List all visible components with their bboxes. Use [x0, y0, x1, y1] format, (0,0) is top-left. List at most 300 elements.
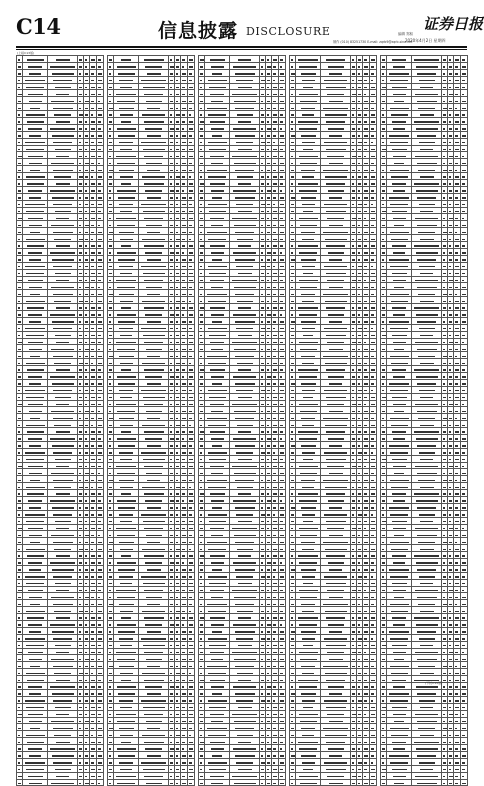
table-cell	[97, 324, 104, 331]
table-cell	[363, 62, 370, 69]
table-cell	[188, 531, 195, 538]
table-cell	[188, 772, 195, 779]
table-cell	[139, 248, 169, 255]
table-cell	[412, 104, 442, 111]
table-cell	[279, 497, 286, 504]
table-cell	[114, 497, 139, 504]
table-cell	[296, 62, 321, 69]
table-cell	[461, 455, 468, 462]
table-cell	[181, 683, 188, 690]
table-cell	[454, 386, 461, 393]
table-row	[108, 593, 195, 600]
table-row	[381, 565, 468, 572]
table-cell	[114, 469, 139, 476]
table-row	[199, 462, 286, 469]
table-cell	[461, 145, 468, 152]
table-cell	[230, 207, 260, 214]
table-row	[199, 90, 286, 97]
table-cell	[461, 510, 468, 517]
table-cell	[139, 462, 169, 469]
table-row	[290, 462, 377, 469]
table-cell	[321, 648, 351, 655]
table-row	[381, 469, 468, 476]
table-cell	[296, 235, 321, 242]
table-cell	[97, 228, 104, 235]
table-cell	[461, 138, 468, 145]
table-cell	[97, 269, 104, 276]
table-row	[108, 331, 195, 338]
table-row	[199, 118, 286, 125]
table-cell	[412, 310, 442, 317]
table-row	[381, 579, 468, 586]
table-row	[17, 276, 104, 283]
section-title-english: DISCLOSURE	[246, 25, 331, 38]
table-cell	[205, 572, 230, 579]
table-row	[199, 448, 286, 455]
table-cell	[272, 407, 279, 414]
table-cell	[230, 676, 260, 683]
table-cell	[454, 517, 461, 524]
table-cell	[23, 248, 48, 255]
table-cell	[90, 607, 97, 614]
table-cell	[321, 62, 351, 69]
table-row	[108, 669, 195, 676]
table-row	[17, 173, 104, 180]
table-cell	[48, 400, 78, 407]
table-cell	[23, 221, 48, 228]
table-cell	[461, 662, 468, 669]
table-row	[290, 483, 377, 490]
table-cell	[454, 228, 461, 235]
table-cell	[272, 83, 279, 90]
table-cell	[461, 503, 468, 510]
table-cell	[387, 531, 412, 538]
table-row	[199, 683, 286, 690]
table-cell	[370, 290, 377, 297]
table-row	[199, 593, 286, 600]
table-cell	[370, 441, 377, 448]
table-cell	[321, 434, 351, 441]
table-cell	[23, 331, 48, 338]
table-cell	[188, 724, 195, 731]
table-cell	[230, 421, 260, 428]
contact-line: 制作 (010) 83251730 E-mail: zqrb9@zqrb.sina.net	[333, 40, 413, 44]
table-row	[290, 683, 377, 690]
table-cell	[454, 214, 461, 221]
table-row	[17, 524, 104, 531]
table-cell	[370, 531, 377, 538]
table-cell	[387, 621, 412, 628]
table-cell	[272, 310, 279, 317]
table-cell	[205, 62, 230, 69]
table-cell	[188, 497, 195, 504]
table-cell	[272, 421, 279, 428]
table-cell	[114, 455, 139, 462]
table-cell	[114, 579, 139, 586]
table-cell	[279, 662, 286, 669]
table-cell	[97, 607, 104, 614]
table-cell	[296, 641, 321, 648]
table-cell	[205, 593, 230, 600]
table-cell	[370, 255, 377, 262]
table-cell	[412, 331, 442, 338]
table-row	[17, 56, 104, 63]
table-cell	[181, 124, 188, 131]
table-cell	[23, 255, 48, 262]
table-cell	[188, 235, 195, 242]
table-row	[108, 414, 195, 421]
table-cell	[48, 352, 78, 359]
table-cell	[412, 138, 442, 145]
table-cell	[97, 166, 104, 173]
table-cell	[461, 379, 468, 386]
table-cell	[412, 641, 442, 648]
table-cell	[139, 283, 169, 290]
table-cell	[139, 676, 169, 683]
table-row	[381, 152, 468, 159]
table-row	[17, 669, 104, 676]
table-cell	[230, 703, 260, 710]
table-cell	[230, 400, 260, 407]
table-cell	[23, 607, 48, 614]
table-cell	[114, 503, 139, 510]
table-row	[108, 565, 195, 572]
table-cell	[454, 338, 461, 345]
table-cell	[296, 710, 321, 717]
table-cell	[461, 111, 468, 118]
table-cell	[230, 683, 260, 690]
table-row	[17, 372, 104, 379]
table-cell	[114, 669, 139, 676]
table-row	[381, 111, 468, 118]
table-row	[290, 200, 377, 207]
table-cell	[181, 255, 188, 262]
table-cell	[370, 414, 377, 421]
table-cell	[48, 124, 78, 131]
table-row	[290, 366, 377, 373]
table-cell	[90, 724, 97, 731]
table-cell	[139, 414, 169, 421]
table-cell	[454, 772, 461, 779]
table-row	[108, 683, 195, 690]
table-row	[17, 400, 104, 407]
table-row	[381, 173, 468, 180]
table-cell	[454, 200, 461, 207]
table-cell	[181, 56, 188, 63]
table-cell	[181, 386, 188, 393]
table-row	[290, 173, 377, 180]
table-row	[290, 152, 377, 159]
table-row	[381, 751, 468, 758]
table-row	[108, 366, 195, 373]
table-row	[290, 338, 377, 345]
table-cell	[272, 545, 279, 552]
table-row	[290, 724, 377, 731]
table-row	[108, 242, 195, 249]
table-cell	[387, 317, 412, 324]
table-row	[199, 559, 286, 566]
table-cell	[23, 276, 48, 283]
table-cell	[461, 62, 468, 69]
table-cell	[363, 600, 370, 607]
table-cell	[181, 83, 188, 90]
table-cell	[48, 421, 78, 428]
table-cell	[363, 297, 370, 304]
table-cell	[139, 407, 169, 414]
table-cell	[454, 538, 461, 545]
table-cell	[48, 186, 78, 193]
table-row	[199, 131, 286, 138]
table-cell	[370, 221, 377, 228]
table-cell	[139, 455, 169, 462]
table-cell	[97, 62, 104, 69]
table-cell	[461, 717, 468, 724]
table-cell	[296, 490, 321, 497]
table-row	[199, 400, 286, 407]
table-cell	[97, 414, 104, 421]
table-cell	[272, 607, 279, 614]
table-cell	[139, 765, 169, 772]
table-cell	[412, 607, 442, 614]
table-row	[108, 276, 195, 283]
table-cell	[461, 476, 468, 483]
table-cell	[188, 69, 195, 76]
table-cell	[230, 386, 260, 393]
table-cell	[90, 331, 97, 338]
table-row	[17, 359, 104, 366]
table-row	[290, 290, 377, 297]
table-row	[290, 379, 377, 386]
table-cell	[139, 614, 169, 621]
table-cell	[461, 331, 468, 338]
table-cell	[363, 641, 370, 648]
table-row	[381, 641, 468, 648]
table-row	[381, 214, 468, 221]
table-cell	[279, 118, 286, 125]
table-cell	[412, 111, 442, 118]
table-cell	[90, 517, 97, 524]
table-cell	[272, 662, 279, 669]
table-cell	[139, 538, 169, 545]
table-cell	[387, 228, 412, 235]
table-cell	[205, 441, 230, 448]
table-cell	[296, 386, 321, 393]
table-cell	[139, 310, 169, 317]
table-cell	[370, 228, 377, 235]
table-cell	[454, 62, 461, 69]
table-cell	[90, 503, 97, 510]
table-cell	[48, 469, 78, 476]
table-cell	[363, 248, 370, 255]
table-cell	[454, 745, 461, 752]
table-cell	[387, 483, 412, 490]
table-cell	[321, 111, 351, 118]
table-row	[290, 276, 377, 283]
table-row	[290, 765, 377, 772]
table-cell	[279, 248, 286, 255]
table-cell	[387, 579, 412, 586]
table-cell	[97, 242, 104, 249]
table-cell	[188, 765, 195, 772]
table-row	[199, 676, 286, 683]
table-cell	[181, 338, 188, 345]
table-cell	[114, 200, 139, 207]
table-row	[17, 772, 104, 779]
table-cell	[363, 662, 370, 669]
table-cell	[272, 579, 279, 586]
table-cell	[387, 297, 412, 304]
table-row	[17, 352, 104, 359]
table-row	[108, 379, 195, 386]
table-cell	[370, 669, 377, 676]
table-cell	[139, 552, 169, 559]
table-cell	[23, 104, 48, 111]
table-cell	[321, 641, 351, 648]
table-cell	[387, 400, 412, 407]
table-cell	[412, 593, 442, 600]
table-cell	[454, 186, 461, 193]
table-cell	[272, 676, 279, 683]
table-cell	[23, 428, 48, 435]
table-cell	[114, 510, 139, 517]
table-cell	[230, 490, 260, 497]
table-cell	[181, 552, 188, 559]
table-cell	[454, 366, 461, 373]
table-cell	[97, 359, 104, 366]
table-cell	[454, 462, 461, 469]
table-cell	[90, 386, 97, 393]
table-cell	[230, 248, 260, 255]
table-cell	[114, 304, 139, 311]
table-row	[199, 710, 286, 717]
table-cell	[205, 669, 230, 676]
table-row	[199, 552, 286, 559]
table-cell	[363, 118, 370, 125]
table-cell	[97, 83, 104, 90]
table-cell	[363, 524, 370, 531]
table-cell	[279, 503, 286, 510]
table-cell	[139, 779, 169, 786]
table-row	[17, 751, 104, 758]
table-cell	[296, 269, 321, 276]
table-cell	[181, 214, 188, 221]
table-row	[17, 428, 104, 435]
table-cell	[272, 269, 279, 276]
table-cell	[205, 414, 230, 421]
table-cell	[412, 56, 442, 63]
table-cell	[90, 118, 97, 125]
table-cell	[90, 90, 97, 97]
table-cell	[48, 152, 78, 159]
table-cell	[48, 269, 78, 276]
table-cell	[296, 338, 321, 345]
table-cell	[387, 586, 412, 593]
table-cell	[363, 607, 370, 614]
table-row	[290, 614, 377, 621]
table-cell	[272, 483, 279, 490]
table-cell	[139, 724, 169, 731]
table-row	[17, 614, 104, 621]
table-cell	[296, 200, 321, 207]
table-cell	[412, 441, 442, 448]
table-cell	[48, 627, 78, 634]
table-cell	[23, 627, 48, 634]
table-cell	[23, 131, 48, 138]
table-cell	[48, 290, 78, 297]
table-cell	[181, 352, 188, 359]
table-cell	[230, 669, 260, 676]
table-cell	[181, 676, 188, 683]
table-cell	[412, 97, 442, 104]
table-cell	[272, 111, 279, 118]
table-cell	[90, 269, 97, 276]
table-row	[199, 414, 286, 421]
table-cell	[412, 710, 442, 717]
table-row	[199, 235, 286, 242]
table-cell	[114, 545, 139, 552]
table-cell	[370, 90, 377, 97]
table-row	[108, 703, 195, 710]
table-cell	[23, 297, 48, 304]
table-cell	[230, 441, 260, 448]
table-cell	[370, 751, 377, 758]
table-cell	[454, 724, 461, 731]
table-cell	[97, 655, 104, 662]
disclosure-table-column	[16, 55, 104, 786]
table-cell	[272, 69, 279, 76]
table-cell	[370, 242, 377, 249]
table-cell	[188, 56, 195, 63]
table-row	[17, 503, 104, 510]
table-cell	[48, 676, 78, 683]
table-row	[290, 669, 377, 676]
table-row	[290, 386, 377, 393]
table-cell	[97, 400, 104, 407]
table-cell	[272, 338, 279, 345]
table-cell	[321, 607, 351, 614]
table-cell	[139, 255, 169, 262]
table-cell	[205, 510, 230, 517]
table-cell	[97, 248, 104, 255]
table-cell	[90, 124, 97, 131]
table-cell	[114, 379, 139, 386]
table-cell	[363, 359, 370, 366]
table-cell	[230, 497, 260, 504]
table-cell	[461, 772, 468, 779]
table-cell	[139, 634, 169, 641]
table-cell	[205, 634, 230, 641]
table-cell	[370, 469, 377, 476]
table-cell	[461, 400, 468, 407]
table-row	[108, 441, 195, 448]
table-cell	[97, 407, 104, 414]
table-cell	[412, 531, 442, 538]
table-cell	[114, 703, 139, 710]
table-row	[108, 317, 195, 324]
table-cell	[139, 173, 169, 180]
table-cell	[363, 710, 370, 717]
table-row	[199, 669, 286, 676]
table-cell	[23, 173, 48, 180]
disclosure-table-column	[198, 55, 286, 786]
table-cell	[363, 166, 370, 173]
table-cell	[90, 297, 97, 304]
table-cell	[114, 627, 139, 634]
table-row	[290, 703, 377, 710]
table-cell	[321, 180, 351, 187]
table-row	[290, 83, 377, 90]
table-cell	[90, 193, 97, 200]
